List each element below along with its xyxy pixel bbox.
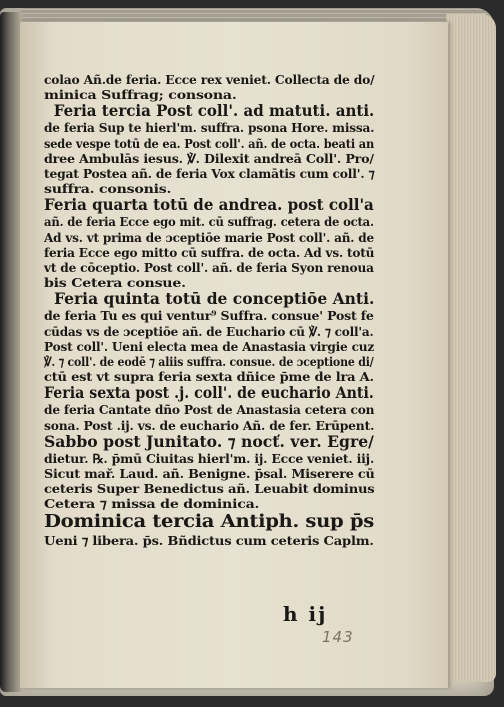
- text-line: sona. Post .ij. vs. de euchario Añ. de fer. Erūpent.: [44, 417, 375, 433]
- text-block: [44, 72, 374, 548]
- text-line: bis Cetera consue.: [44, 275, 186, 291]
- text-line: dree Ambulās iesus. ℣. Dilexit andreā Coll'. Pro/: [44, 150, 374, 166]
- text-line: suffra. consonis.: [44, 181, 172, 197]
- text-line: Post coll'. Ueni electa mea de Anastasia virgie cuz: [44, 338, 375, 354]
- text-line-heading: Dominica tercia Antiph. sup p̄s: [44, 511, 374, 532]
- text-line: sede vespe totū de ea. Post coll'. añ. de octa. beati an: [44, 135, 375, 151]
- text-line-rubric: Feria quinta totū de conceptiōe Anti.: [54, 289, 375, 309]
- text-line: cūdas vs de ɔceptiōe añ. de Euchario cū ℣. ⁊ coll'a.: [44, 323, 374, 339]
- text-line: feria Ecce ego mitto cū suffra. de octa. Ad vs. totū: [44, 244, 375, 260]
- text-line: Ad vs. vt prima de ɔceptiōe marie Post coll'. añ. de: [44, 229, 374, 245]
- text-line: vt de cōceptio. Post coll'. añ. de feria Syon renoua: [44, 260, 374, 276]
- text-line: ℣. ⁊ coll'. de eodē ⁊ aliis suffra. consue. de ɔceptione di/: [44, 354, 374, 370]
- text-line: ctū est vt supra feria sexta dñice p̄me de lra A.: [44, 369, 374, 385]
- text-line: Cetera ⁊ missa de dominica.: [44, 496, 260, 512]
- text-line: Sicut mař. Laud. añ. Benigne. p̄sal. Miserere cū: [44, 466, 375, 482]
- text-line: dietur. ℞. p̄mū Ciuitas hierl'm. ij. Ecce veniet. iij.: [44, 450, 375, 466]
- signature-mark: h ij: [283, 602, 328, 626]
- text-line: minica Suffrag; consona.: [44, 87, 237, 103]
- folio-number: 143: [322, 628, 354, 646]
- page-edges: [446, 14, 496, 682]
- text-line: tegat Postea añ. de feria Vox clamātis cum coll'. ⁊: [44, 166, 375, 182]
- text-line: Ueni ⁊ libera. p̄s. Bñdictus cum ceteris Caplm.: [44, 532, 374, 548]
- text-line: añ. de feria Ecce ego mit. cū suffrag. cetera de octa.: [44, 214, 374, 230]
- text-line: de feria Tu es qui ventur⁹ Suffra. consue' Post fe: [44, 308, 374, 324]
- text-line: de feria Cantate dño Post de Anastasia cetera con: [44, 402, 375, 418]
- binding-gutter: [0, 12, 22, 692]
- text-line-rubric: Sabbo post Junitato. ⁊ nocť. ver. Egre/: [44, 431, 374, 451]
- text-line-rubric: Feria quarta totū de andrea. post coll'a: [44, 195, 374, 215]
- text-line-rubric: Feria sexta post .j. coll'. de euchario Anti.: [44, 383, 374, 403]
- text-line: ceteris Super Benedictus añ. Leuabit dominus: [44, 481, 375, 497]
- text-line-rubric: Feria tercia Post coll'. ad matuti. anti.: [53, 101, 375, 121]
- text-line: de feria Sup te hierl'm. suffra. psona Hore. missa.: [44, 120, 375, 136]
- text-line: colao Añ.de feria. Ecce rex veniet. Collecta de do/: [44, 72, 375, 87]
